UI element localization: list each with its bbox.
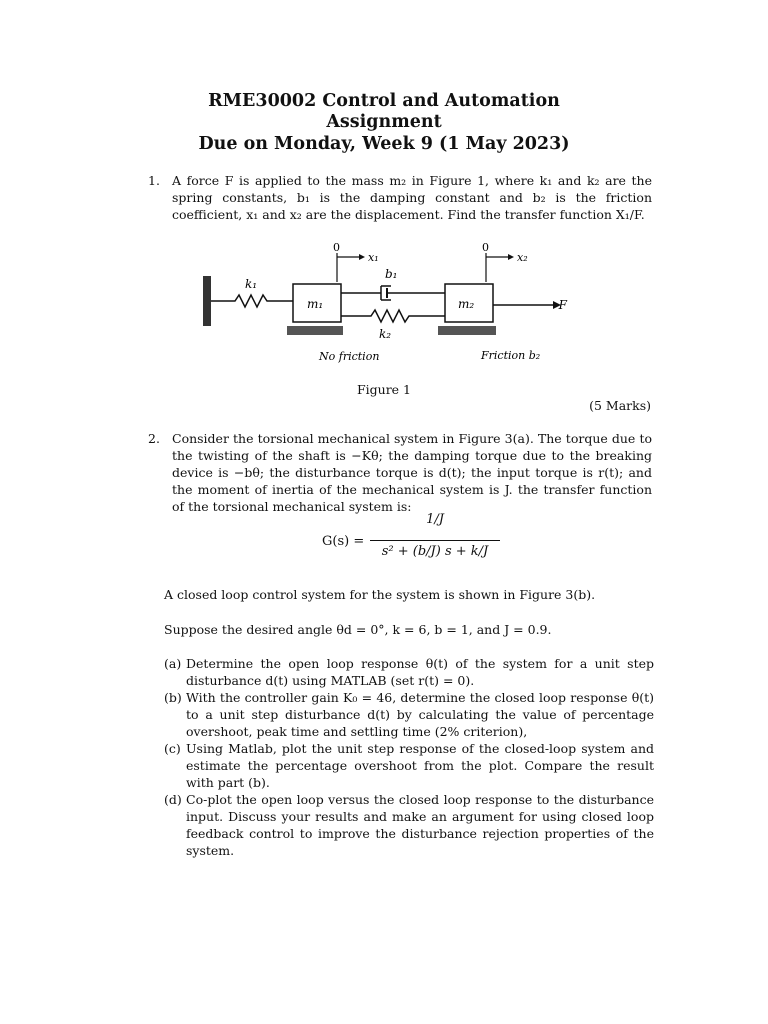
m2-label: m₂: [458, 297, 475, 311]
no-friction-label: No friction: [319, 350, 380, 363]
equation-denominator: s² + (b/J) s + k/J: [381, 544, 489, 559]
part-d-label: (d): [164, 792, 182, 807]
m1-label: m₁: [307, 297, 324, 311]
k1-label: k₁: [245, 277, 258, 291]
figure-1-diagram: [195, 238, 565, 368]
part-a-label: (a): [164, 656, 182, 671]
parameter-statement: Suppose the desired angle θd = 0°, k = 6, b = 1, and J = 0.9.: [164, 622, 552, 637]
ground-m2: [438, 326, 496, 335]
x2-label: x₂: [517, 251, 528, 264]
q1-text: A force F is applied to the mass m₂ in Figure 1, where k₁ and k₂ are the spring constants, b₁ is the damping constant and b₂ is the friction coefficient, x₁ and x₂ are the displacement. Find the transfer function X₁/F.: [172, 173, 652, 222]
part-a-text: Determine the open loop response θ(t) of the system for a unit step disturbance d(t) using MATLAB (set r(t) = 0).: [186, 656, 654, 688]
part-b-text: With the controller gain K₀ = 46, determine the closed loop response θ(t) to a unit step disturbance d(t) by calculating the value of percentage overshoot, peak time and settling time (2% criterion),: [186, 690, 654, 739]
part-b: [164, 689, 654, 740]
part-d: [164, 791, 654, 859]
part-a: [164, 655, 654, 689]
q1-marks: (5 Marks): [589, 398, 651, 413]
origin1-label: 0: [333, 241, 340, 254]
part-c-label: (c): [164, 741, 181, 756]
equation-numerator: 1/J: [426, 512, 444, 527]
part-c-text: Using Matlab, plot the unit step response of the closed-loop system and estimate the percentage overshoot from the plot. Compare the result with part (b).: [186, 741, 654, 790]
figure-1-caption: Figure 1: [356, 382, 412, 397]
force-label: F: [558, 298, 567, 312]
assignment-title: Assignment: [326, 112, 442, 132]
course-title: RME30002 Control and Automation: [208, 91, 560, 111]
x1-label: x₁: [368, 251, 379, 264]
part-b-label: (b): [164, 690, 182, 705]
origin2-label: 0: [482, 241, 489, 254]
part-c: [164, 740, 654, 791]
part-d-text: Co-plot the open loop versus the closed loop response to the disturbance input. Discuss your results and make an argument for using closed loop feedback control to improve the disturbance rejection properties of the system.: [186, 792, 654, 858]
ground-m1: [287, 326, 343, 335]
wall: [203, 276, 211, 326]
equation-lhs: G(s) =: [322, 534, 365, 549]
friction-b2-label: Friction b₂: [481, 349, 541, 362]
q2-text: Consider the torsional mechanical system in Figure 3(a). The torque due to the twisting of the shaft is −Kθ; the damping torque due to the breaking device is −bθ; the disturbance torque is d(t); the input torque is r(t); and the moment of inertia of the mechanical system is J. the transfer function of the torsional mechanical system is:: [172, 431, 652, 514]
spring-k1: [211, 295, 293, 307]
due-date: Due on Monday, Week 9 (1 May 2023): [198, 134, 570, 154]
b1-label: b₁: [385, 267, 398, 281]
equation-fraction-bar: [370, 540, 500, 541]
q1-number: 1.: [148, 173, 160, 188]
k2-label: k₂: [379, 327, 392, 341]
spring-k2: [341, 310, 445, 322]
closed-loop-statement: A closed loop control system for the system is shown in Figure 3(b).: [164, 587, 596, 602]
q2-number: 2.: [148, 431, 160, 446]
